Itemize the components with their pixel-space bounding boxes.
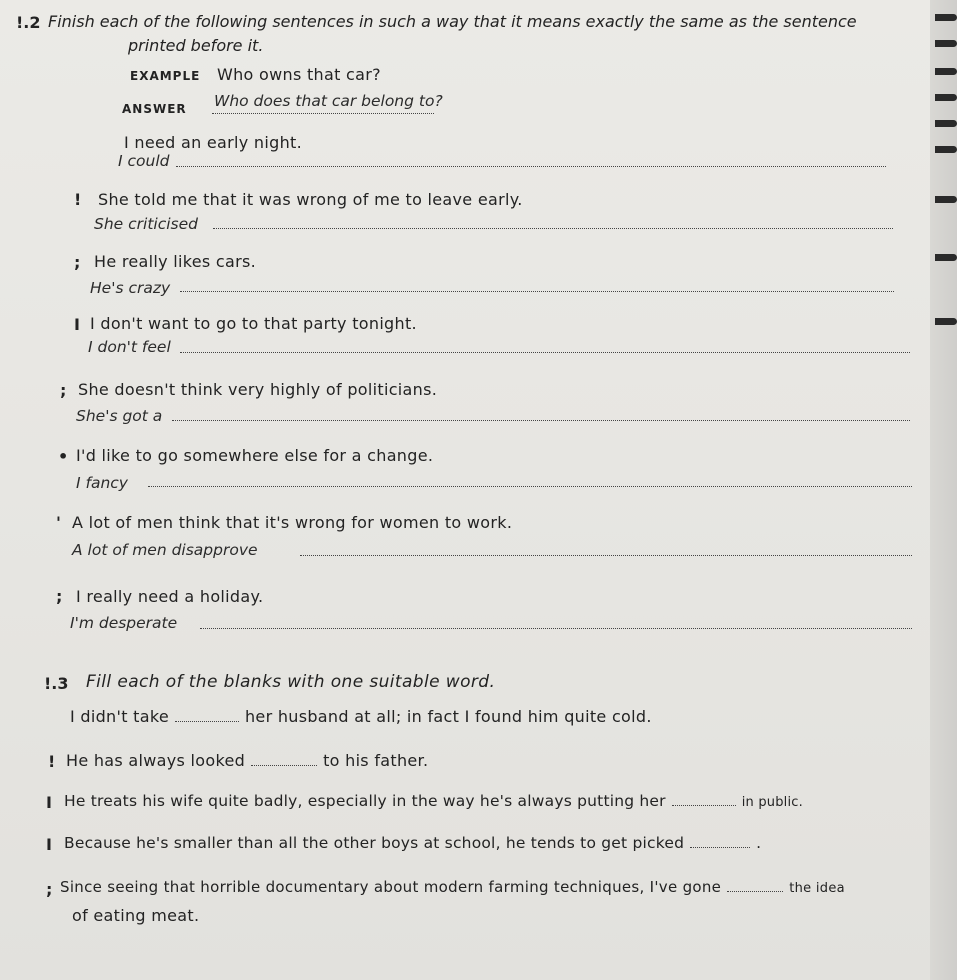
binding-ring bbox=[935, 120, 957, 127]
fill-before: I didn't take bbox=[70, 707, 169, 726]
fill-before: Because he's smaller than all the other boys at school, he tends to get picked bbox=[64, 834, 685, 852]
binding-ring bbox=[935, 40, 957, 47]
fill-before: He has always looked bbox=[66, 751, 246, 770]
item-marker: ; bbox=[60, 381, 67, 400]
item-marker: • bbox=[58, 447, 69, 466]
item-start: She's got a bbox=[76, 407, 163, 425]
fill-after: the idea bbox=[789, 881, 845, 896]
item-marker: ; bbox=[46, 880, 53, 899]
answer-label: ANSWER bbox=[122, 102, 187, 116]
blank bbox=[175, 720, 239, 722]
answer-line bbox=[172, 420, 910, 421]
binding-ring bbox=[935, 318, 957, 325]
binding-ring bbox=[935, 146, 957, 153]
item-sentence: I'd like to go somewhere else for a change. bbox=[76, 446, 434, 465]
item-marker: I bbox=[46, 793, 52, 812]
item-marker: ; bbox=[74, 253, 81, 272]
item-sentence: He really likes cars. bbox=[94, 252, 257, 271]
answer-line bbox=[148, 486, 912, 487]
item-marker: ! bbox=[74, 190, 82, 209]
item-marker: ; bbox=[56, 587, 63, 606]
section-2-instruction-line1: Finish each of the following sentences in such a way that it means exactly the same as the sentence bbox=[48, 12, 857, 31]
section-3-instruction: Fill each of the blanks with one suitable word. bbox=[86, 672, 496, 692]
fill-after: her husband at all; in fact I found him quite cold. bbox=[244, 707, 652, 726]
item-marker: ! bbox=[48, 752, 56, 771]
item-start: She criticised bbox=[94, 215, 198, 233]
fill-sentence bbox=[60, 878, 845, 896]
answer-line bbox=[180, 291, 894, 292]
example-label: EXAMPLE bbox=[130, 69, 201, 83]
blank bbox=[251, 764, 317, 766]
fill-before: He treats his wife quite badly, especially in the way he's always putting her bbox=[64, 792, 666, 810]
answer-line bbox=[180, 352, 910, 353]
item-marker: I bbox=[74, 315, 80, 334]
item-sentence: She doesn't think very highly of politicians. bbox=[78, 380, 438, 399]
item-marker: I bbox=[46, 835, 52, 854]
fill-after: to his father. bbox=[323, 751, 429, 770]
binding-ring bbox=[935, 68, 957, 75]
fill-sentence bbox=[70, 707, 652, 726]
item-sentence: I need an early night. bbox=[124, 133, 302, 152]
binding-ring bbox=[935, 94, 957, 101]
item-start: A lot of men disapprove bbox=[72, 541, 258, 559]
blank bbox=[690, 846, 750, 848]
item-sentence: I don't want to go to that party tonight. bbox=[90, 314, 417, 333]
section-number-2: !.2 bbox=[16, 13, 41, 32]
binding-ring bbox=[935, 14, 957, 21]
item-sentence: I really need a holiday. bbox=[76, 587, 264, 606]
section-2-instruction-line2: printed before it. bbox=[128, 36, 264, 55]
fill-continuation: of eating meat. bbox=[72, 906, 200, 925]
fill-sentence bbox=[64, 792, 803, 810]
answer-line bbox=[300, 555, 912, 556]
fill-after: in public. bbox=[741, 795, 803, 810]
fill-before: Since seeing that horrible documentary about modern farming techniques, I've gone bbox=[60, 878, 722, 896]
item-start: I'm desperate bbox=[70, 614, 178, 632]
item-start: I don't feel bbox=[88, 338, 171, 356]
blank bbox=[672, 804, 736, 806]
item-sentence: A lot of men think that it's wrong for women to work. bbox=[72, 513, 513, 532]
spiral-binding bbox=[930, 0, 957, 980]
fill-sentence bbox=[64, 834, 761, 852]
item-sentence: She told me that it was wrong of me to leave early. bbox=[98, 190, 523, 209]
answer-line bbox=[200, 628, 912, 629]
answer-line bbox=[176, 166, 886, 167]
section-number-3: !.3 bbox=[44, 674, 69, 693]
answer-dotted-line bbox=[212, 113, 434, 114]
item-start: I could bbox=[118, 152, 170, 170]
item-start: He's crazy bbox=[90, 279, 171, 297]
binding-ring bbox=[935, 196, 957, 203]
binding-ring bbox=[935, 254, 957, 261]
item-marker: ' bbox=[56, 513, 61, 532]
answer-text: Who does that car belong to? bbox=[214, 92, 443, 110]
blank bbox=[727, 890, 783, 892]
item-start: I fancy bbox=[76, 474, 128, 492]
answer-line bbox=[213, 228, 893, 229]
fill-sentence bbox=[66, 751, 428, 770]
fill-after: . bbox=[756, 834, 762, 852]
example-text: Who owns that car? bbox=[217, 65, 381, 84]
